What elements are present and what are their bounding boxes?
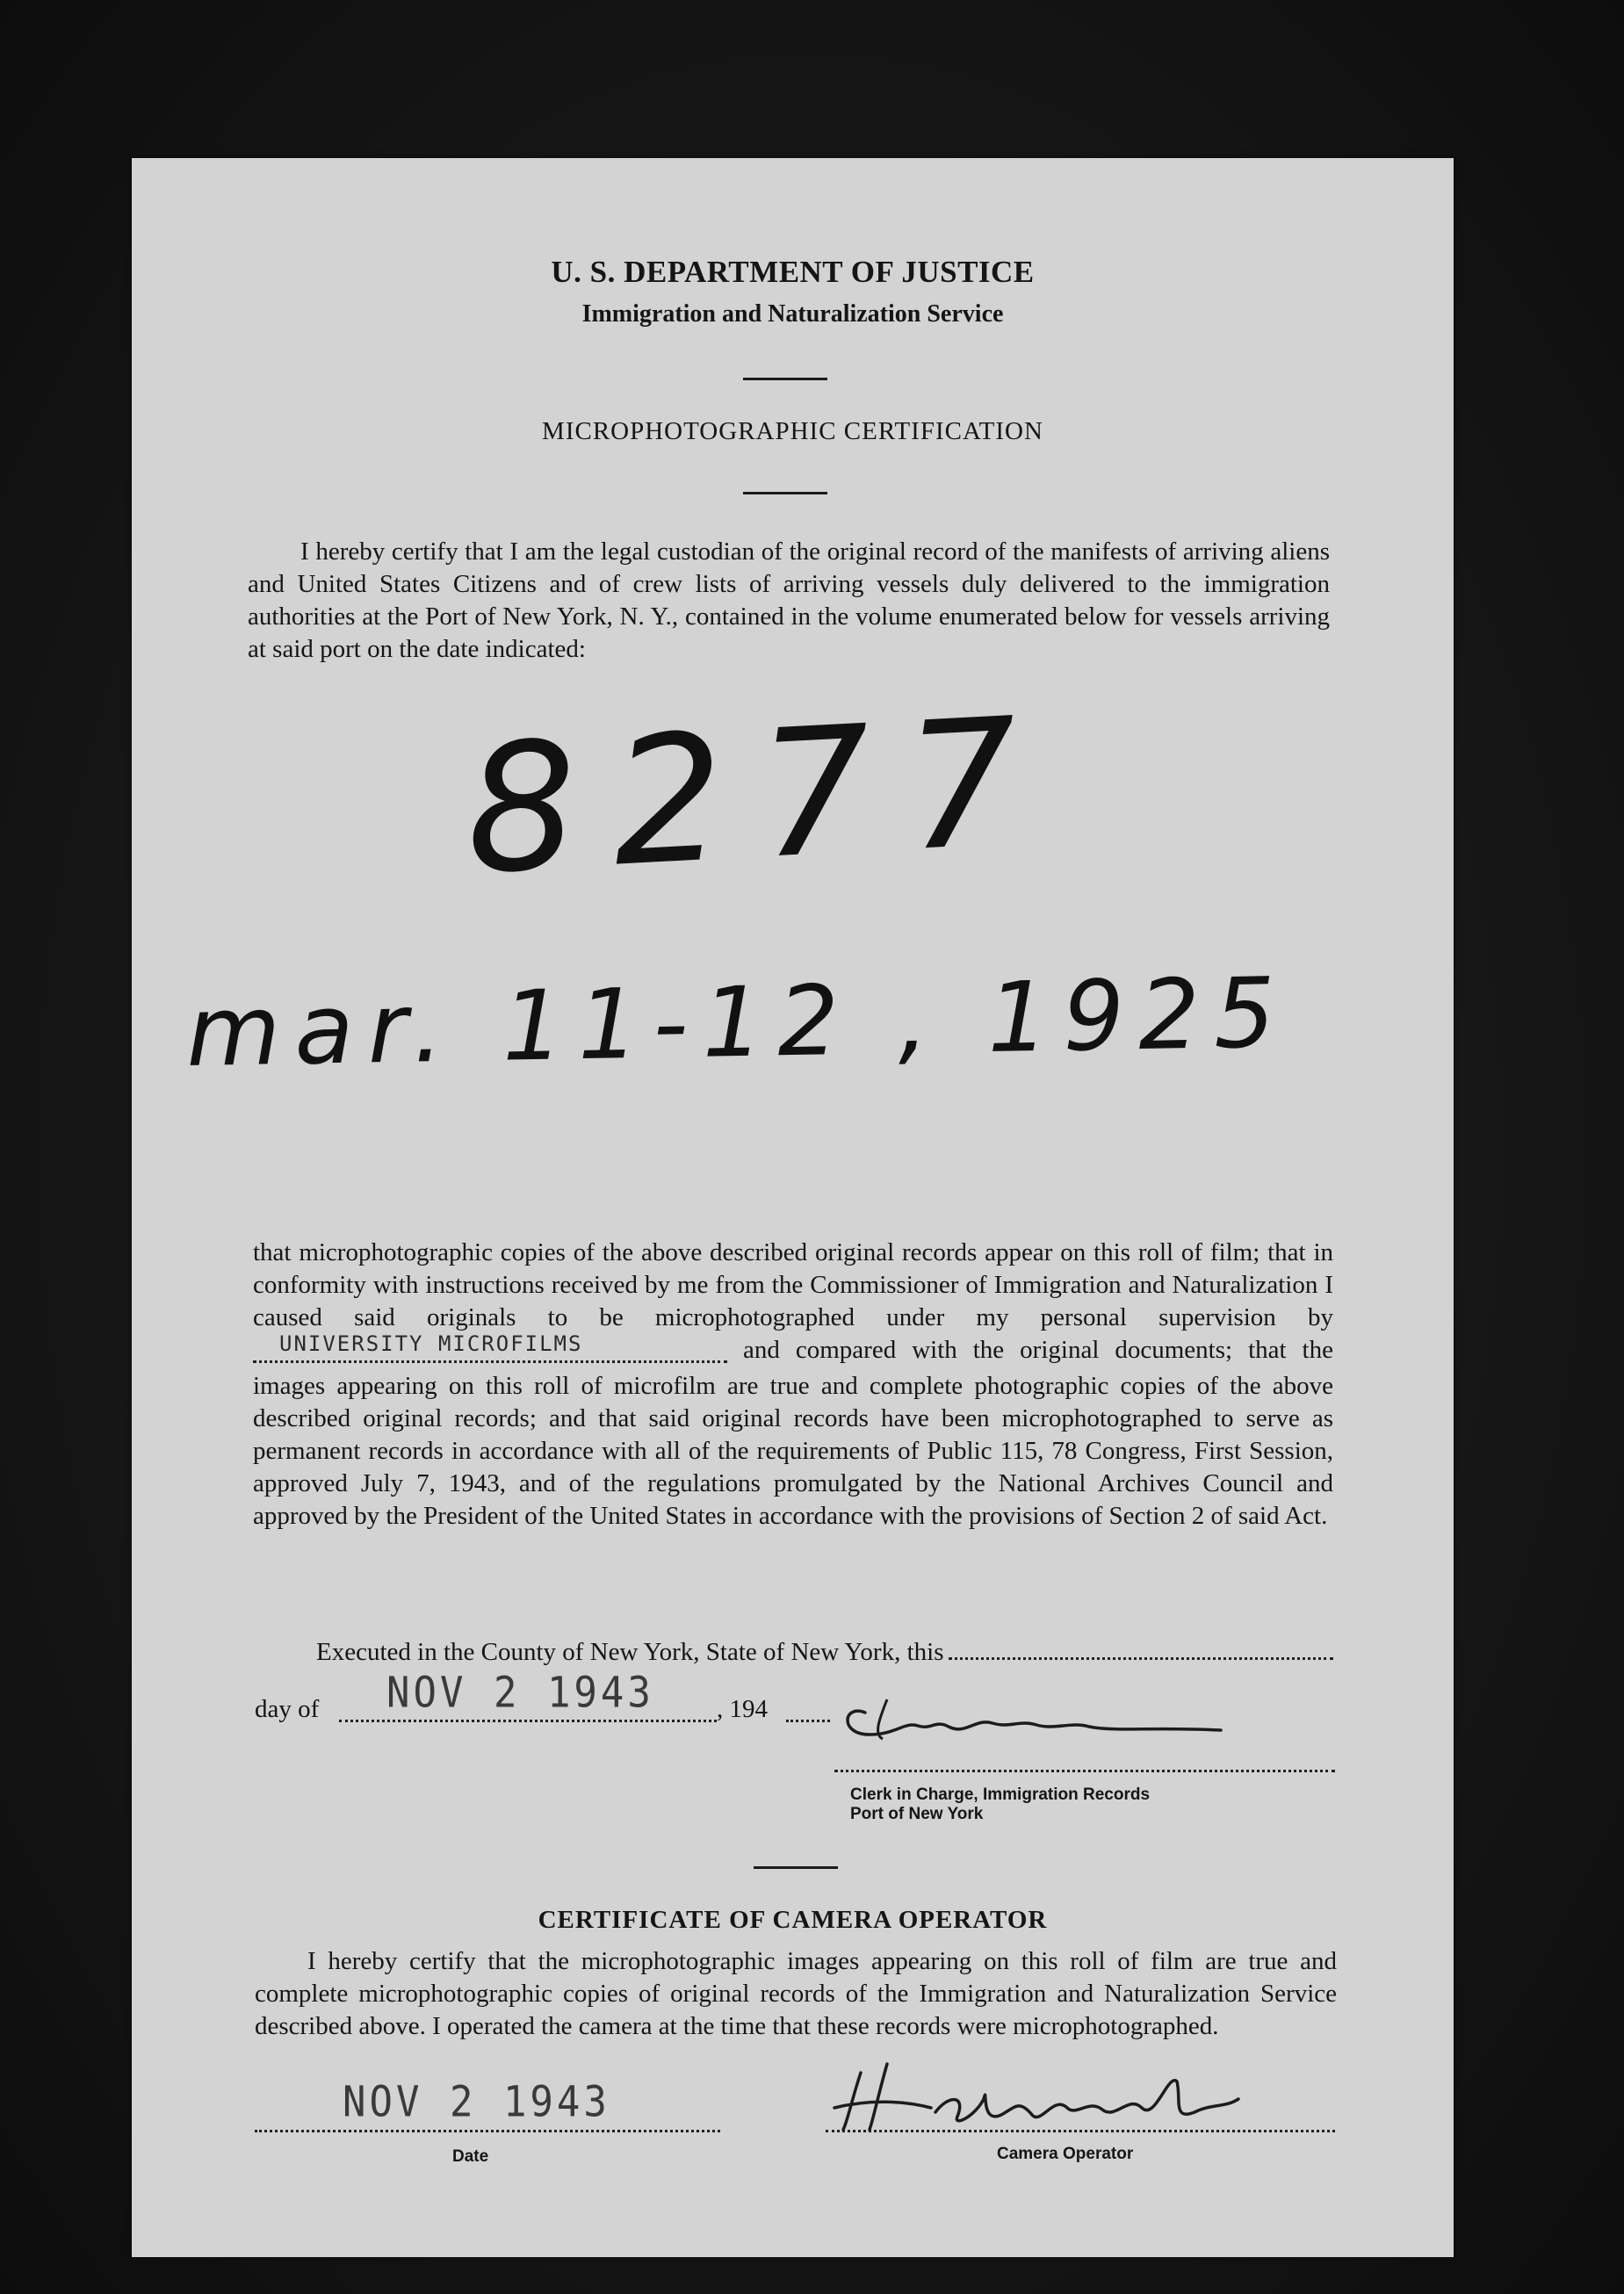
body-paragraph — [253, 1237, 1333, 1533]
date-line — [255, 2130, 720, 2132]
day-of-blank — [339, 1720, 717, 1722]
camera-operator-label: Camera Operator — [997, 2145, 1134, 2163]
camera-date-stamp: NOV 2 1943 — [343, 2077, 610, 2127]
body-text-part2: and compared with the original documents; that the images appearing on this roll of microfilm are true and complete photographic copies of the above described original records; and that said original records have been microphotographed to serve as permanent records in accordance with all of the requirements of Public 115, 78 Congress, First Session, approved July 7, 1943, and of the regulations promulgated by the National Archives Council and approved by the President of the United States in accordance with the provisions of Section 2 of said Act. — [253, 1336, 1333, 1530]
operator-signature-line — [826, 2130, 1335, 2132]
divider-top — [743, 378, 827, 380]
service-subtitle: Immigration and Naturalization Service — [581, 300, 1004, 328]
camera-operator-heading: CERTIFICATE OF CAMERA OPERATOR — [538, 1906, 1048, 1934]
executed-blank — [949, 1638, 1333, 1660]
certification-title: MICROPHOTOGRAPHIC CERTIFICATION — [542, 417, 1043, 445]
department-title: U. S. DEPARTMENT OF JUSTICE — [551, 255, 1035, 289]
date-label: Date — [452, 2147, 489, 2166]
volume-number-handwritten: 8277 — [460, 678, 1058, 914]
nov-date-stamp: NOV 2 1943 — [386, 1668, 654, 1718]
day-of-label: day of — [255, 1695, 320, 1723]
executed-line — [316, 1638, 1333, 1667]
clerk-signature — [834, 1686, 1256, 1757]
intro-paragraph: I hereby certify that I am the legal custodian of the original record of the manifests of arriving aliens and United States Citizens and of crew lists of arriving vessels duly delivered to the immigration authorities at the Port of New York, N. Y., contained in the volume enumerated below for vessels arriving at said port on the date indicated: — [248, 537, 1330, 663]
body-text-part1: that microphotographic copies of the above described original records appear on this roll of film; that in conformity with instructions received by me from the Commissioner of Immigration and Naturalization I caused said originals to be microphotographed under my personal supervision by — [253, 1238, 1333, 1331]
photographer-typed: UNIVERSITY MICROFILMS — [253, 1328, 727, 1363]
divider-bottom — [754, 1866, 838, 1869]
executed-text: Executed in the County of New York, State of New York, this — [316, 1638, 944, 1666]
date-handwritten: mar. 11-12 , 1925 — [184, 956, 1291, 1088]
clerk-title-line1: Clerk in Charge, Immigration Records — [850, 1785, 1151, 1804]
clerk-signature-line — [834, 1770, 1335, 1772]
camera-operator-paragraph: I hereby certify that the microphotographic images appearing on this roll of film are true and complete microphotographic copies of original records of the Immigration and Naturalization Service described above. I operated the camera at the time that these records were microphotographed. — [255, 1947, 1337, 2040]
operator-signature — [826, 2046, 1317, 2143]
clerk-title-line2: Port of New York — [850, 1805, 984, 1823]
divider-middle — [743, 492, 827, 494]
certification-page — [132, 158, 1454, 2257]
year-prefix: , 194 — [717, 1695, 768, 1723]
year-blank — [786, 1720, 830, 1722]
